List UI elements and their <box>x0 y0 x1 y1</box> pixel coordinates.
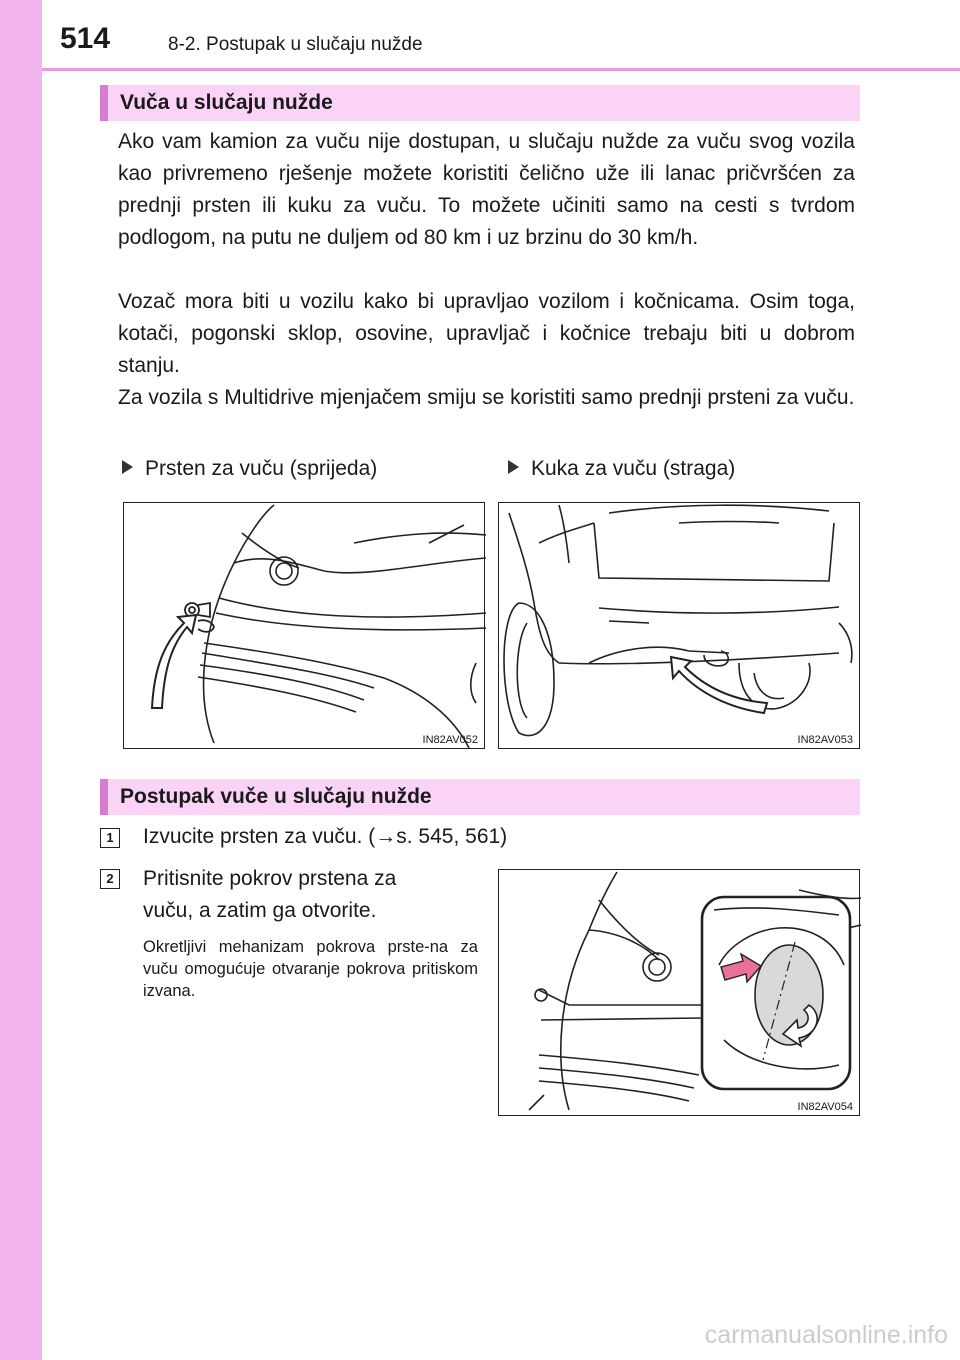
curved-arrow-icon <box>152 615 196 708</box>
step-number-1: 1 <box>100 828 120 848</box>
triangle-bullet-icon <box>508 460 519 474</box>
paragraph-intro: Ako vam kamion za vuču nije dostupan, u slučaju nužde za vuču svog vozila kao privremeno rješenje možete koristiti čelično uže ili lanac pričvršćen za prednji prsten ili kuku za vuču. To možete učiniti samo na cesti s tvrdom podlogom, na putu ne duljem od 80 km i uz brzinu do 30 km/h. <box>118 130 855 249</box>
step-2-line-2: vuču, a zatim ga otvorite. <box>143 899 377 922</box>
paragraph-multidrive: Za vozila s Multidrive mjenjačem smiju se koristiti samo prednji prsteni za vuču. <box>118 386 855 409</box>
section-title: Postupak vuče u slučaju nužde <box>120 785 432 808</box>
step-1-text: Izvucite prsten za vuču. (→s. 545, 561) <box>143 825 508 848</box>
figure-code: IN82AV054 <box>797 1101 853 1113</box>
section-heading-procedure <box>100 779 860 815</box>
triangle-bullet-icon <box>122 460 133 474</box>
figure-caption-front: Prsten za vuču (sprijeda) <box>122 457 377 481</box>
tow-ring-cover-illustration <box>499 870 861 1117</box>
section-heading-towing <box>100 85 860 121</box>
step-2-note: Okretljivi mehanizam pokrova prste-na za vuču omogućuje otvaranje pokrova pritiskom izvana. <box>143 938 478 1000</box>
figure-caption-rear: Kuka za vuču (straga) <box>508 457 735 481</box>
side-color-strip <box>0 0 42 1360</box>
figure-code: IN82AV052 <box>422 734 478 746</box>
step-number-2: 2 <box>100 869 120 889</box>
section-title: Vuča u slučaju nužde <box>120 91 333 114</box>
rear-bumper-illustration <box>499 503 861 750</box>
page-number: 514 <box>60 22 111 55</box>
figure-rear-tow-hook <box>498 502 860 749</box>
watermark: carmanualsonline.info <box>704 1321 948 1349</box>
front-bumper-illustration <box>124 503 486 750</box>
figure-code: IN82AV053 <box>797 734 853 746</box>
paragraph-driver: Vozač mora biti u vozilu kako bi upravljao vozilom i kočnicama. Osim toga, kotači, pogonski sklop, osovine, upravljač i kočnice trebaju biti u dobrom stanju. <box>118 290 855 377</box>
chapter-title: 8-2. Postupak u slučaju nužde <box>168 34 423 55</box>
figure-tow-ring-cover <box>498 869 860 1116</box>
step-2-line-1: Pritisnite pokrov prstena za <box>143 867 397 890</box>
header-divider <box>42 68 960 71</box>
figure-front-tow-ring <box>123 502 485 749</box>
